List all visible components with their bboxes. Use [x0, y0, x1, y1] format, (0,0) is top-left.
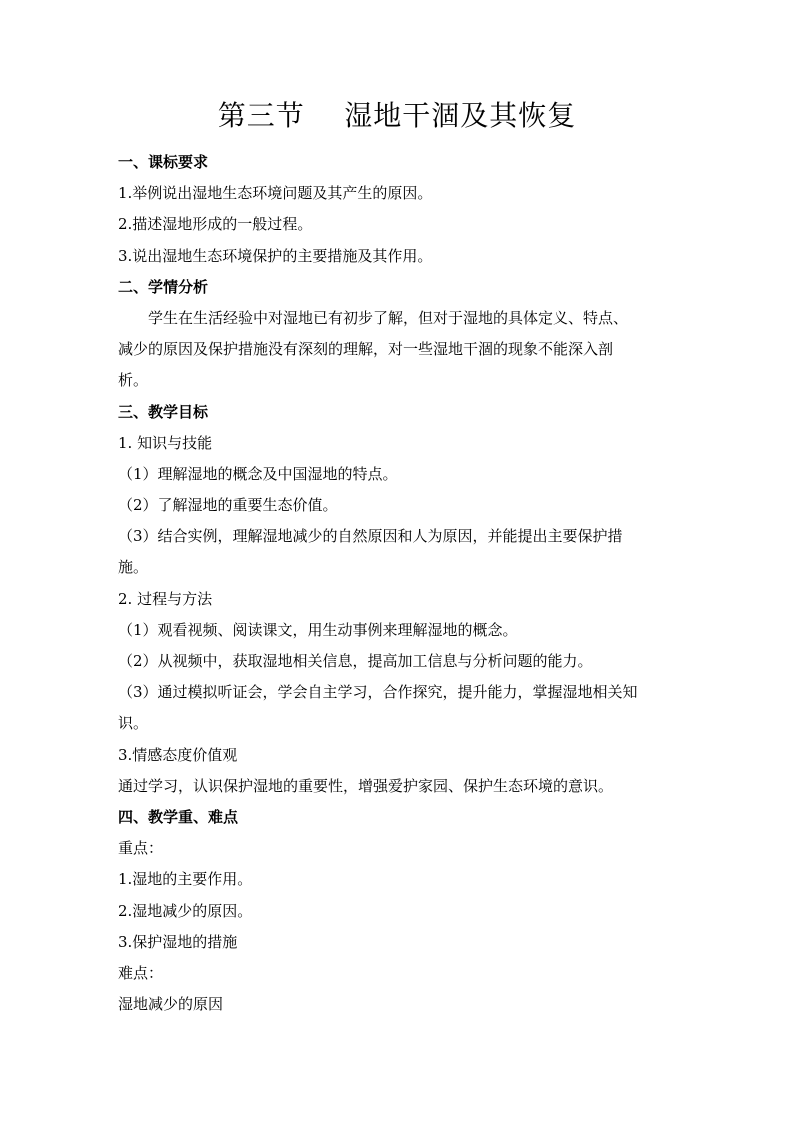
list-item: 3.说出湿地生态环境保护的主要措施及其作用。 — [118, 246, 433, 265]
key-points-label: 重点： — [118, 839, 164, 858]
list-item: （1）观看视频、阅读课文，用生动事例来理解湿地的概念。 — [118, 620, 518, 639]
section-heading-key-difficult-points: 四、教学重、难点 — [118, 807, 239, 826]
list-item: 湿地减少的原因 — [118, 995, 224, 1014]
list-item: 通过学习，认识保护湿地的重要性，增强爱护家园、保护生态环境的意识。 — [118, 776, 614, 795]
list-item: 3.保护湿地的措施 — [118, 932, 238, 951]
section-heading-curriculum: 一、课标要求 — [118, 153, 209, 171]
subheading-knowledge-skills: 1. 知识与技能 — [118, 433, 213, 452]
page-title: 第三节 湿地干涸及其恢复 — [217, 99, 577, 132]
list-item: （2）从视频中，获取湿地相关信息，提高加工信息与分析问题的能力。 — [118, 652, 593, 671]
section-heading-objectives: 三、教学目标 — [118, 402, 209, 421]
document-body — [118, 147, 678, 1020]
list-item: 2.湿地减少的原因。 — [118, 901, 253, 920]
section-heading-learner-analysis: 二、学情分析 — [118, 277, 209, 296]
paragraph-line: 学生在生活经验中对湿地已有初步了解，但对于湿地的具体定义、特点、 — [148, 308, 629, 327]
difficult-points-label: 难点： — [118, 963, 164, 982]
list-item: （1）理解湿地的概念及中国湿地的特点。 — [118, 464, 398, 483]
list-item: 1.举例说出湿地生态环境问题及其产生的原因。 — [118, 184, 433, 203]
subheading-attitudes-values: 3.情感态度价值观 — [118, 745, 238, 764]
list-item: 2.描述湿地形成的一般过程。 — [118, 215, 313, 234]
list-item: 1.湿地的主要作用。 — [118, 870, 253, 889]
list-item-continuation: 识。 — [118, 714, 149, 733]
list-item-continuation: 施。 — [118, 558, 149, 577]
list-item: （3）结合实例，理解湿地减少的自然原因和人为原因，并能提出主要保护措 — [118, 527, 623, 546]
subheading-process-methods: 2. 过程与方法 — [118, 589, 213, 608]
list-item: （3）通过模拟听证会，学会自主学习，合作探究，提升能力，掌握湿地相关知 — [118, 683, 638, 702]
paragraph-line: 析。 — [118, 371, 149, 390]
paragraph-line: 减少的原因及保护措施没有深刻的理解，对一些湿地干涸的现象不能深入剖 — [118, 340, 614, 359]
list-item: （2）了解湿地的重要生态价值。 — [118, 496, 338, 515]
